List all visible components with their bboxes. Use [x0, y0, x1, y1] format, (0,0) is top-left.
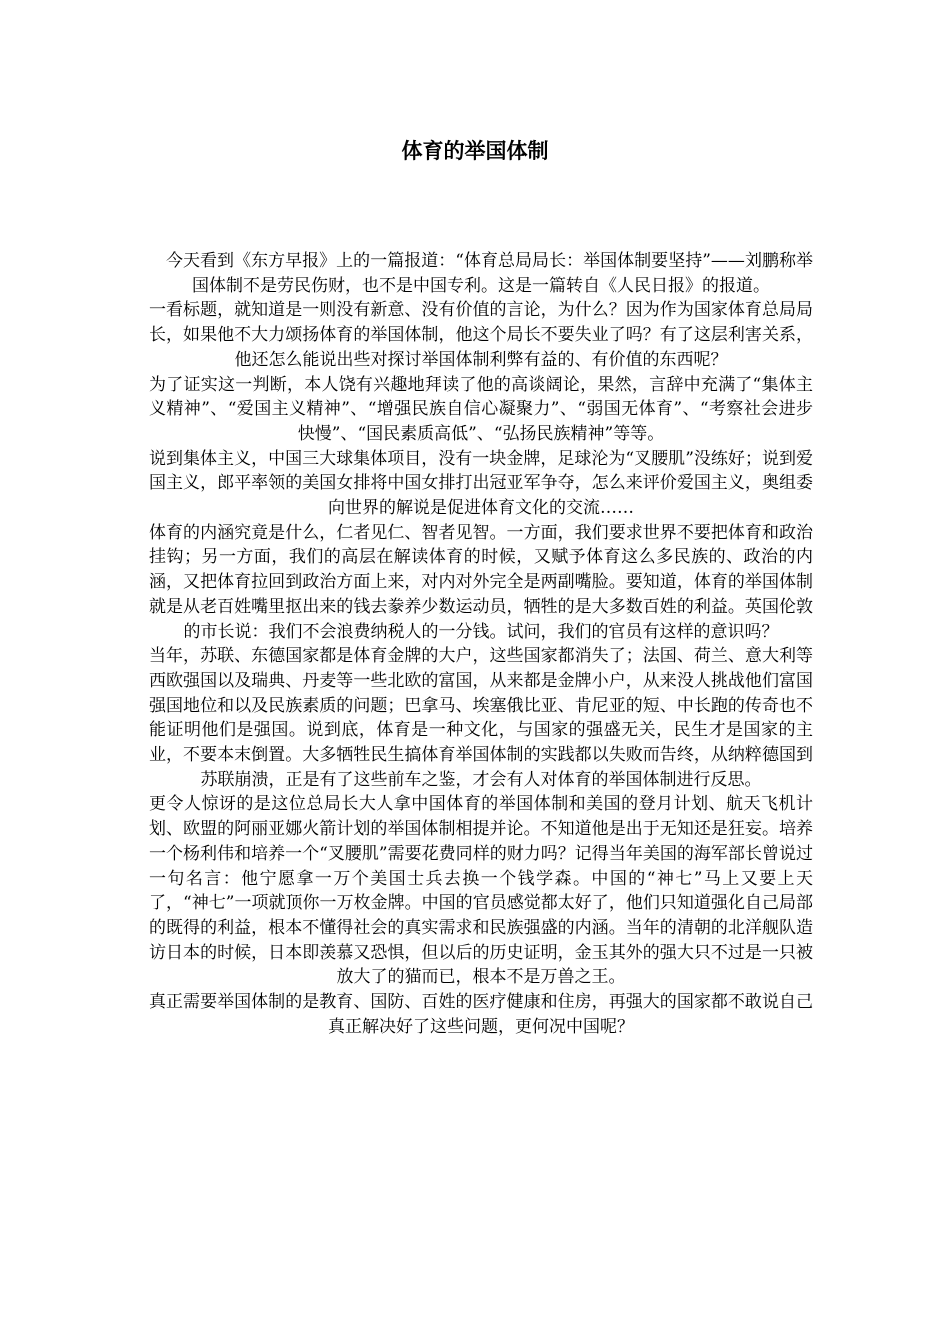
document-title: 体育的举国体制 — [401, 139, 549, 163]
paragraph-5: 体育的内涵究竟是什么，仁者见仁、智者见智。一方面，我们要求世界不要把体育和政治挂钩；另一方面，我们的高层在解读体育的时候，又赋予体育这么多民族的、政治的内涵，又把体育拉回到政治方面上来，对内对外完全是两副嘴脸。要知道，体育的举国体制就是从老百姓嘴里抠出来的钱去豢养少数运动员，牺牲的是大多数百姓的利益。英国伦敦的市长说：我们不会浪费纳税人的一分钱。试问，我们的官员有这样的意识吗？ — [149, 522, 813, 642]
paragraph-3: 为了证实这一判断，本人饶有兴趣地拜读了他的高谈阔论，果然，言辞中充满了“集体主义精神”、“爱国主义精神”、“增强民族自信心凝聚力”、“弱国无体育”、“考察社会进步快慢”、“国民素质高低”、“弘扬民族精神”等等。 — [149, 374, 813, 444]
paragraph-7: 更令人惊讶的是这位总局长大人拿中国体育的举国体制和美国的登月计划、航天飞机计划、欧盟的阿丽亚娜火箭计划的举国体制相提并论。不知道他是出于无知还是狂妄。培养一个杨利伟和培养一个“叉腰肌”需要花费同样的财力吗？记得当年美国的海军部长曾说过一句名言：他宁愿拿一万个美国士兵去换一个钱学森。中国的“神七”马上又要上天了，“神七”一项就顶你一万枚金牌。中国的官员感觉都太好了，他们只知道强化自己局部的既得的利益，根本不懂得社会的真实需求和民族强盛的内涵。当年的清朝的北洋舰队造访日本的时候，日本即羡慕又恐惧，但以后的历史证明，金玉其外的强大只不过是一只被放大了的猫而已，根本不是万兽之王。 — [149, 794, 813, 988]
paragraph-4: 说到集体主义，中国三大球集体项目，没有一块金牌，足球沦为“叉腰肌”没练好；说到爱国主义，郎平率领的美国女排将中国女排打出冠亚军争夺，怎么来评价爱国主义，奥组委向世界的解说是促进体育文化的交流…… — [149, 448, 813, 519]
paragraph-2: 一看标题，就知道是一则没有新意、没有价值的言论，为什么？因为作为国家体育总局局长，如果他不大力颂扬体育的举国体制，他这个局长不要失业了吗？有了这层利害关系，他还怎么能说出些对探讨举国体制利弊有益的、有价值的东西呢？ — [149, 300, 813, 370]
paragraph-6: 当年，苏联、东德国家都是体育金牌的大户，这些国家都消失了；法国、荷兰、意大利等西欧强国以及瑞典、丹麦等一些北欧的富国，从来都是金牌小户，从来没人挑战他们富国强国地位和以及民族素质的问题；巴拿马、埃塞俄比亚、肯尼亚的短、中长跑的传奇也不能证明他们是强国。说到底，体育是一种文化，与国家的强盛无关，民生才是国家的主业，不要本末倒置。大多牺牲民生搞体育举国体制的实践都以失败而告终，从纳粹德国到苏联崩溃，正是有了这些前车之鉴，才会有人对体育的举国体制进行反思。 — [149, 646, 813, 790]
paragraph-8: 真正需要举国体制的是教育、国防、百姓的医疗健康和住房，再强大的国家都不敢说自己真正解决好了这些问题，更何况中国呢？ — [149, 992, 813, 1037]
document-body — [149, 249, 813, 1040]
paragraph-1: 今天看到《东方早报》上的一篇报道：“体育总局局长：举国体制要坚持”——刘鹏称举国体制不是劳民伤财，也不是中国专利。这是一篇转自《人民日报》的报道。 — [166, 251, 813, 296]
